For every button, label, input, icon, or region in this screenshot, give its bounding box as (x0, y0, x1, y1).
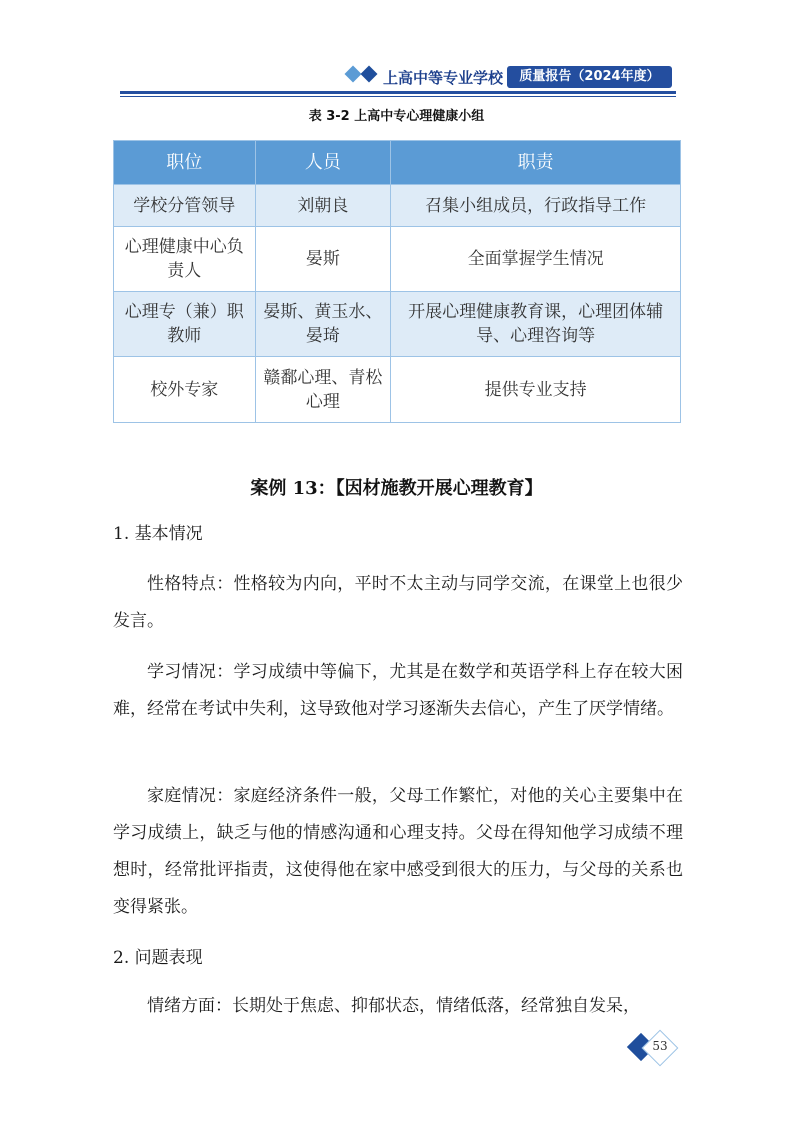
table-cell-duties: 全面掌握学生情况 (391, 227, 681, 292)
table-row (114, 185, 681, 227)
page-number: 53 (652, 1039, 668, 1053)
table-cell-personnel: 赣鄱心理、青松心理 (255, 357, 391, 423)
psych-health-team-table (113, 140, 681, 423)
table-cell-duties: 提供专业支持 (391, 357, 681, 423)
section-heading-basic: 1. 基本情况 (113, 524, 203, 544)
header-report-badge: 质量报告（2024年度） (507, 66, 672, 88)
header-divider (120, 91, 676, 94)
section-heading-problems: 2. 问题表现 (113, 948, 203, 968)
table-cell-position: 校外专家 (114, 357, 256, 423)
column-header-personnel: 人员 (255, 141, 391, 185)
paragraph-personality: 性格特点：性格较为内向，平时不太主动与同学交流，在课堂上也很少发言。 (113, 574, 683, 631)
table-row (114, 357, 681, 423)
header-school-name: 上高中等专业学校 (383, 69, 504, 87)
table-cell-position: 心理健康中心负责人 (114, 227, 256, 292)
column-header-position: 职位 (114, 141, 256, 185)
header-divider-thin (120, 96, 676, 97)
table-header-row (114, 141, 681, 185)
paragraph-study: 学习情况：学习成绩中等偏下，尤其是在数学和英语学科上存在较大困难，经常在考试中失利，这导致他对学习逐渐失去信心，产生了厌学情绪。 (113, 662, 683, 719)
diamond-icon (345, 68, 379, 86)
table-cell-personnel: 晏斯 (255, 227, 391, 292)
table-row (114, 227, 681, 292)
page-header (0, 0, 793, 100)
table-row (114, 292, 681, 357)
table-cell-duties: 召集小组成员，行政指导工作 (391, 185, 681, 227)
paragraph-family: 家庭情况：家庭经济条件一般，父母工作繁忙，对他的关心主要集中在学习成绩上，缺乏与他的情感沟通和心理支持。父母在得知他学习成绩不理想时，经常批评指责，这使得他在家中感受到很大的压力，与父母的关系也变得紧张。 (113, 786, 683, 917)
table-cell-personnel: 刘朝良 (255, 185, 391, 227)
page-number-badge (627, 1033, 677, 1063)
table-cell-duties: 开展心理健康教育课，心理团体辅导、心理咨询等 (391, 292, 681, 357)
table-cell-personnel: 晏斯、黄玉水、晏琦 (255, 292, 391, 357)
paragraph-emotion: 情绪方面：长期处于焦虑、抑郁状态，情绪低落，经常独自发呆， (147, 996, 640, 1016)
column-header-duties: 职责 (391, 141, 681, 185)
case-title: 案例 13：【因材施教开展心理教育】 (250, 478, 543, 499)
table-caption: 表 3-2 上高中专心理健康小组 (308, 109, 485, 124)
table-cell-position: 心理专（兼）职教师 (114, 292, 256, 357)
table-cell-position: 学校分管领导 (114, 185, 256, 227)
